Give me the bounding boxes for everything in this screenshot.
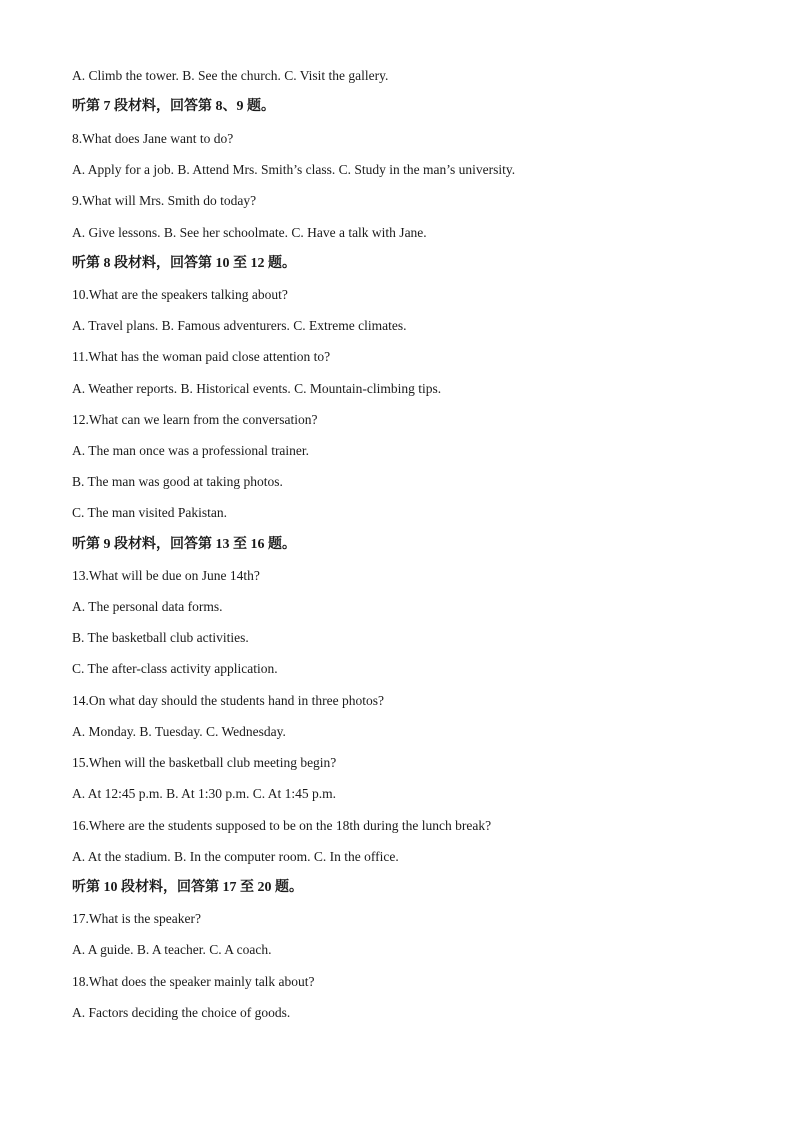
section-heading: 听第 8 段材料，回答第 10 至 12 题。 (72, 256, 296, 271)
question-line: 14.On what day should the students hand in three photos? (72, 693, 384, 708)
question-line: 11.What has the woman paid close attention to? (72, 349, 331, 364)
section-heading: 听第 9 段材料，回答第 13 至 16 题。 (72, 537, 296, 552)
question-line: 18.What does the speaker mainly talk about? (72, 974, 315, 989)
option-line: A. The man once was a professional trainer. (72, 443, 310, 458)
option-line: A. Climb the tower. B. See the church. C. Visit the gallery. (72, 68, 389, 83)
question-line: 13.What will be due on June 14th? (72, 568, 260, 583)
section-heading: 听第 7 段材料，回答第 8、9 题。 (72, 99, 275, 114)
option-line: A. Weather reports. B. Historical events. C. Mountain-climbing tips. (72, 381, 442, 396)
option-line: A. Monday. B. Tuesday. C. Wednesday. (72, 724, 286, 739)
question-line: 15.When will the basketball club meeting begin? (72, 755, 337, 770)
option-line: A. Apply for a job. B. Attend Mrs. Smith’s class. C. Study in the man’s university. (72, 162, 516, 177)
option-line: B. The basketball club activities. (72, 630, 249, 645)
option-line: A. At 12:45 p.m. B. At 1:30 p.m. C. At 1:45 p.m. (72, 786, 337, 801)
option-line: A. At the stadium. B. In the computer room. C. In the office. (72, 849, 399, 864)
option-line: C. The after-class activity application. (72, 661, 278, 676)
section-heading: 听第 10 段材料，回答第 17 至 20 题。 (72, 880, 303, 895)
question-line: 16.Where are the students supposed to be on the 18th during the lunch break? (72, 818, 492, 833)
option-line: A. Give lessons. B. See her schoolmate. C. Have a talk with Jane. (72, 225, 427, 240)
question-line: 12.What can we learn from the conversation? (72, 412, 318, 427)
option-line: A. The personal data forms. (72, 599, 223, 614)
question-line: 8.What does Jane want to do? (72, 131, 234, 146)
question-line: 10.What are the speakers talking about? (72, 287, 288, 302)
option-line: A. Factors deciding the choice of goods. (72, 1005, 291, 1020)
option-line: C. The man visited Pakistan. (72, 505, 227, 520)
question-line: 9.What will Mrs. Smith do today? (72, 193, 257, 208)
question-line: 17.What is the speaker? (72, 911, 201, 926)
option-line: A. A guide. B. A teacher. C. A coach. (72, 942, 272, 957)
option-line: A. Travel plans. B. Famous adventurers. C. Extreme climates. (72, 318, 407, 333)
option-line: B. The man was good at taking photos. (72, 474, 283, 489)
